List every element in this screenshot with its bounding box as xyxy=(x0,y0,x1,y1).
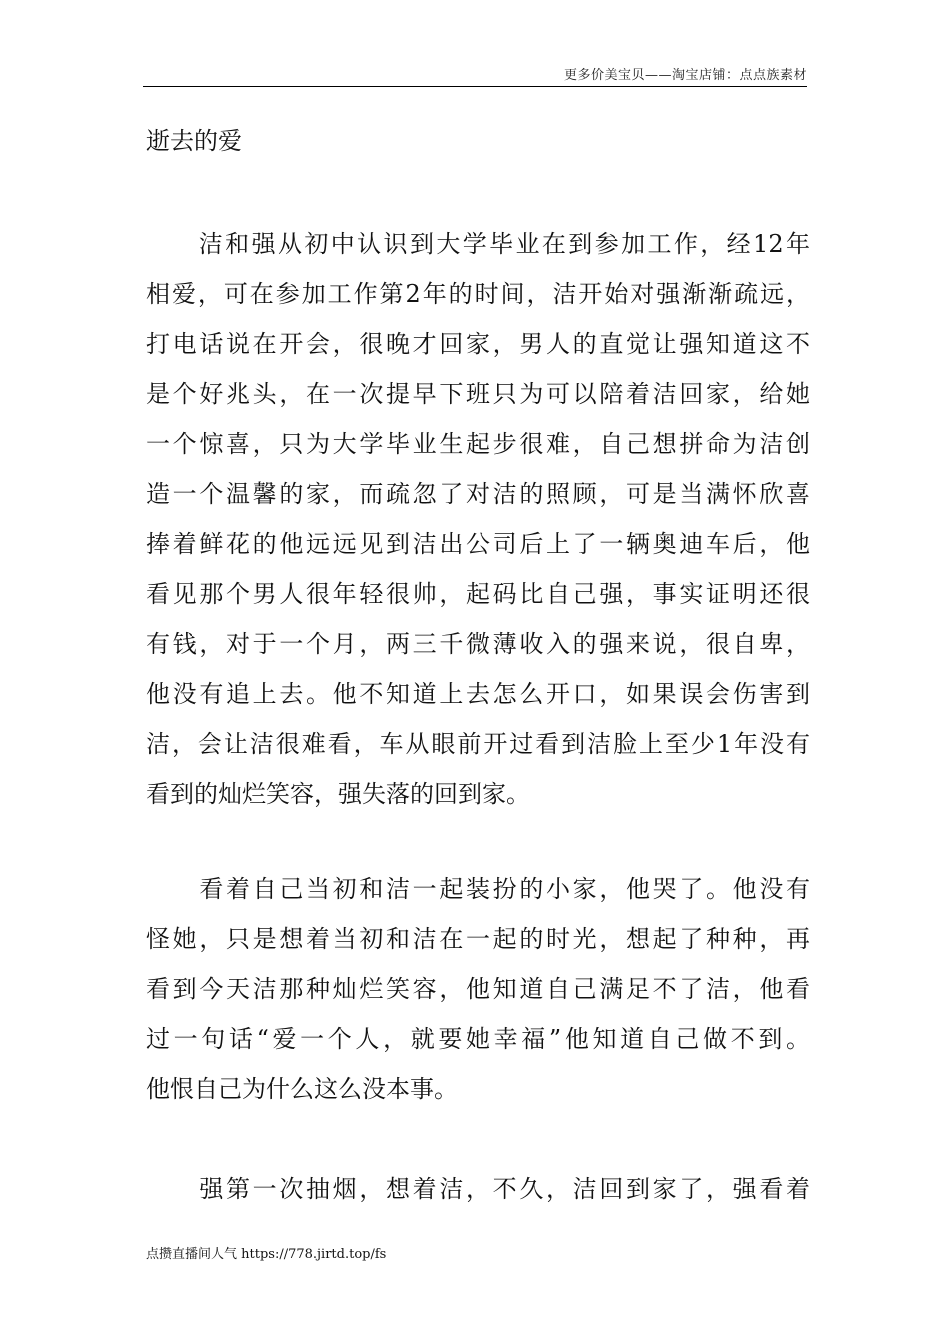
paragraph-line: 他没有追上去。他不知道上去怎么开口，如果误会伤害到 xyxy=(146,680,810,708)
paragraph-line: 相爱，可在参加工作第2年的时间，洁开始对强渐渐疏远， xyxy=(146,280,810,308)
paragraph-3 xyxy=(146,1164,810,1214)
paragraph-line: 是个好兆头，在一次提早下班只为可以陪着洁回家，给她 xyxy=(146,380,810,408)
page-header-text: 更多价美宝贝——淘宝店铺：点点族素材 xyxy=(563,68,807,83)
paragraph-line: 看见那个男人很年轻很帅，起码比自己强，事实证明还很 xyxy=(146,580,810,608)
paragraph-line: 看到今天洁那种灿烂笑容，他知道自己满足不了洁，他看 xyxy=(146,975,810,1003)
paragraph-line: 捧着鲜花的他远远见到洁出公司后上了一辆奥迪车后，他 xyxy=(146,530,810,558)
paragraph-line: 打电话说在开会，很晚才回家，男人的直觉让强知道这不 xyxy=(146,330,810,358)
paragraph-line: 洁和强从初中认识到大学毕业在到参加工作，经12年 xyxy=(146,230,810,258)
page-footer-text: 点攒直播间人气 https://778.jirtd.top/fs xyxy=(146,1247,387,1262)
paragraph-line: 看到的灿烂笑容，强失落的回到家。 xyxy=(146,780,530,808)
paragraph-1 xyxy=(146,219,810,819)
article-title: 逝去的爱 xyxy=(146,127,242,155)
paragraph-line: 有钱，对于一个月，两三千微薄收入的强来说，很自卑， xyxy=(146,630,810,658)
paragraph-line: 他恨自己为什么这么没本事。 xyxy=(146,1075,458,1103)
paragraph-line: 造一个温馨的家，而疏忽了对洁的照顾，可是当满怀欣喜 xyxy=(146,480,810,508)
paragraph-line: 怪她，只是想着当初和洁在一起的时光，想起了种种，再 xyxy=(146,925,810,953)
paragraph-line: 看着自己当初和洁一起装扮的小家，他哭了。他没有 xyxy=(146,875,810,903)
paragraph-line: 强第一次抽烟，想着洁，不久，洁回到家了，强看着 xyxy=(146,1175,810,1203)
paragraph-line: 过一句话“爱一个人，就要她幸福”他知道自己做不到。 xyxy=(146,1025,810,1053)
paragraph-line: 一个惊喜，只为大学毕业生起步很难，自己想拼命为洁创 xyxy=(146,430,810,458)
header-divider xyxy=(143,86,807,87)
paragraph-2 xyxy=(146,864,810,1114)
paragraph-line: 洁，会让洁很难看，车从眼前开过看到洁脸上至少1年没有 xyxy=(146,730,810,758)
